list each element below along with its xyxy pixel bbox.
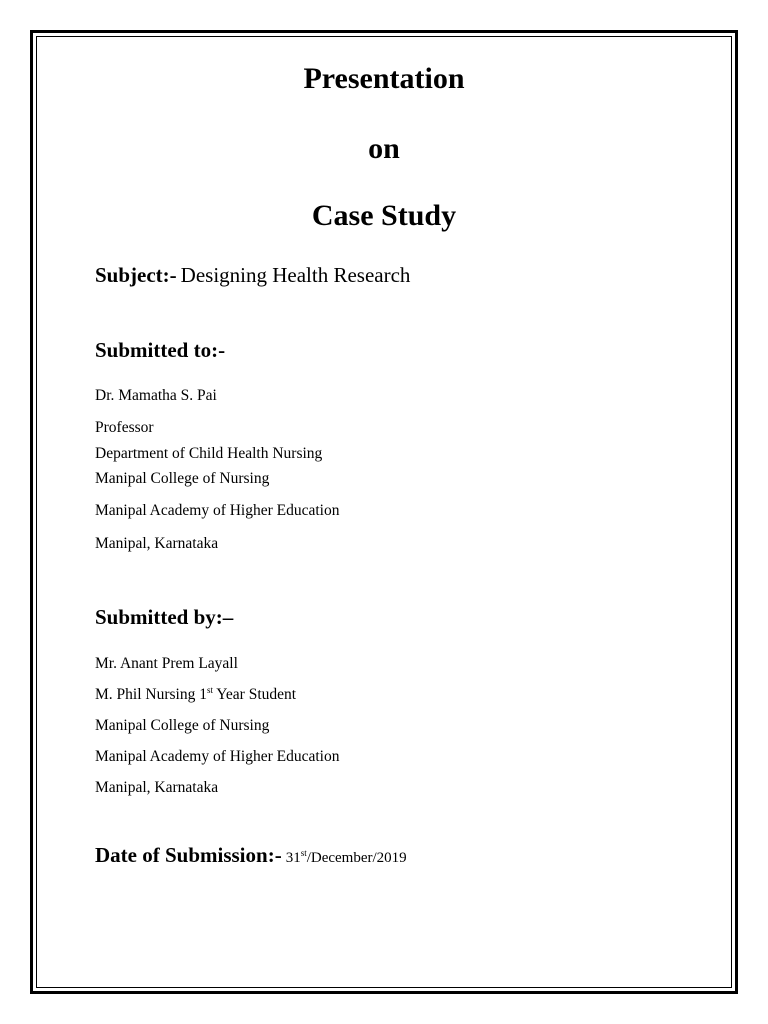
date-day: 31 [285, 850, 301, 866]
date-rest: /December/2019 [306, 850, 407, 866]
title-on: on [368, 132, 400, 165]
submitted-to-line: Manipal, Karnataka [95, 535, 219, 552]
program-text: M. Phil Nursing 1 [95, 686, 207, 703]
subject-label: Subject:- [95, 263, 177, 287]
submitted-to-heading: Submitted to:- [95, 338, 226, 362]
title-case-study: Case Study [311, 199, 457, 232]
submission-date-label: Date of Submission:- [95, 843, 282, 867]
submitted-by-line: Manipal Academy of Higher Education [95, 748, 340, 765]
program-ordinal: st [206, 685, 213, 695]
submitted-by-heading: Submitted by:– [95, 605, 234, 629]
submitted-to-line: Professor [95, 419, 154, 436]
submitted-by-program [95, 687, 296, 703]
submission-date-row [95, 845, 407, 866]
submission-date-value [286, 850, 407, 866]
submitted-by-name: Mr. Anant Prem Layall [95, 655, 238, 672]
date-ordinal: st [300, 848, 307, 858]
submitted-by-line: Manipal, Karnataka [95, 779, 219, 796]
subject-value: Designing Health Research [180, 263, 411, 287]
program-text-rest: Year Student [212, 686, 297, 703]
submitted-to-line: Dr. Mamatha S. Pai [95, 387, 217, 404]
submitted-to-line: Manipal Academy of Higher Education [95, 502, 340, 519]
submitted-by-line: Manipal College of Nursing [95, 717, 270, 734]
submitted-to-line: Manipal College of Nursing [95, 470, 270, 487]
subject-row [95, 265, 410, 286]
title-presentation: Presentation [303, 62, 465, 95]
submitted-to-line: Department of Child Health Nursing [95, 445, 323, 462]
